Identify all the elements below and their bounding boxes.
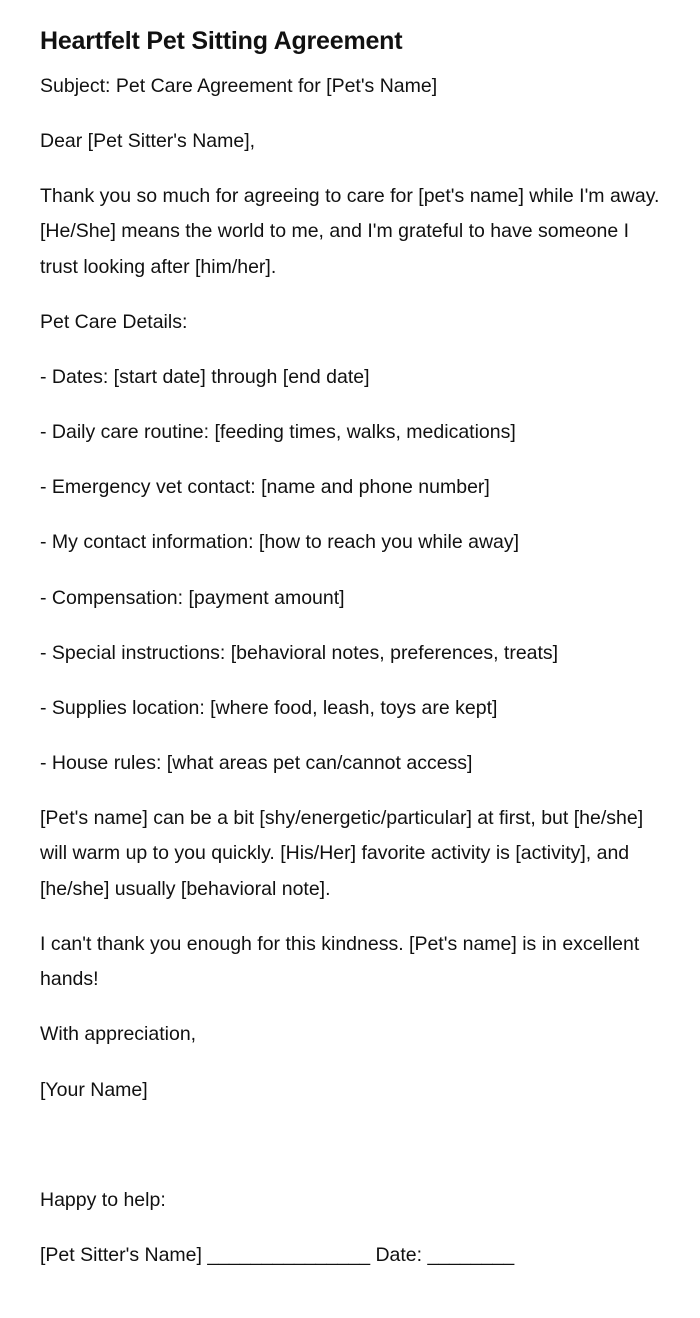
detail-item-contact-info: - My contact information: [how to reach you while away] — [40, 531, 520, 553]
closing: With appreciation, — [40, 1023, 197, 1045]
personality-paragraph: [Pet's name] can be a bit [shy/energetic/particular] at first, but [he/she] will warm up to you quickly. [His/Her] favorite activity is [activity], and [he/she] usually [behavioral note]. — [40, 807, 644, 900]
detail-item-supplies-location: - Supplies location: [where food, leash, toys are kept] — [40, 697, 498, 719]
detail-item-dates: - Dates: [start date] through [end date] — [40, 366, 370, 388]
reply-line: Happy to help: — [40, 1189, 166, 1211]
signature-line: [Pet Sitter's Name] _______________ Date: ________ — [40, 1244, 515, 1266]
details-heading: Pet Care Details: — [40, 311, 188, 333]
subject-line: Subject: Pet Care Agreement for [Pet's Name] — [40, 75, 438, 97]
detail-item-emergency-vet: - Emergency vet contact: [name and phone number] — [40, 476, 490, 498]
sender-name: [Your Name] — [40, 1079, 148, 1101]
detail-item-house-rules: - House rules: [what areas pet can/cannot access] — [40, 752, 473, 774]
detail-item-compensation: - Compensation: [payment amount] — [40, 587, 345, 609]
thanks-paragraph: I can't thank you enough for this kindness. [Pet's name] is in excellent hands! — [40, 933, 640, 991]
document-title: Heartfelt Pet Sitting Agreement — [40, 27, 403, 55]
intro-paragraph: Thank you so much for agreeing to care for [pet's name] while I'm away. [He/She] means the world to me, and I'm grateful to have someone I trust looking after [him/her]. — [40, 185, 660, 278]
salutation: Dear [Pet Sitter's Name], — [40, 130, 256, 152]
detail-item-daily-care: - Daily care routine: [feeding times, walks, medications] — [40, 421, 516, 443]
detail-item-special-instructions: - Special instructions: [behavioral notes, preferences, treats] — [40, 642, 559, 664]
